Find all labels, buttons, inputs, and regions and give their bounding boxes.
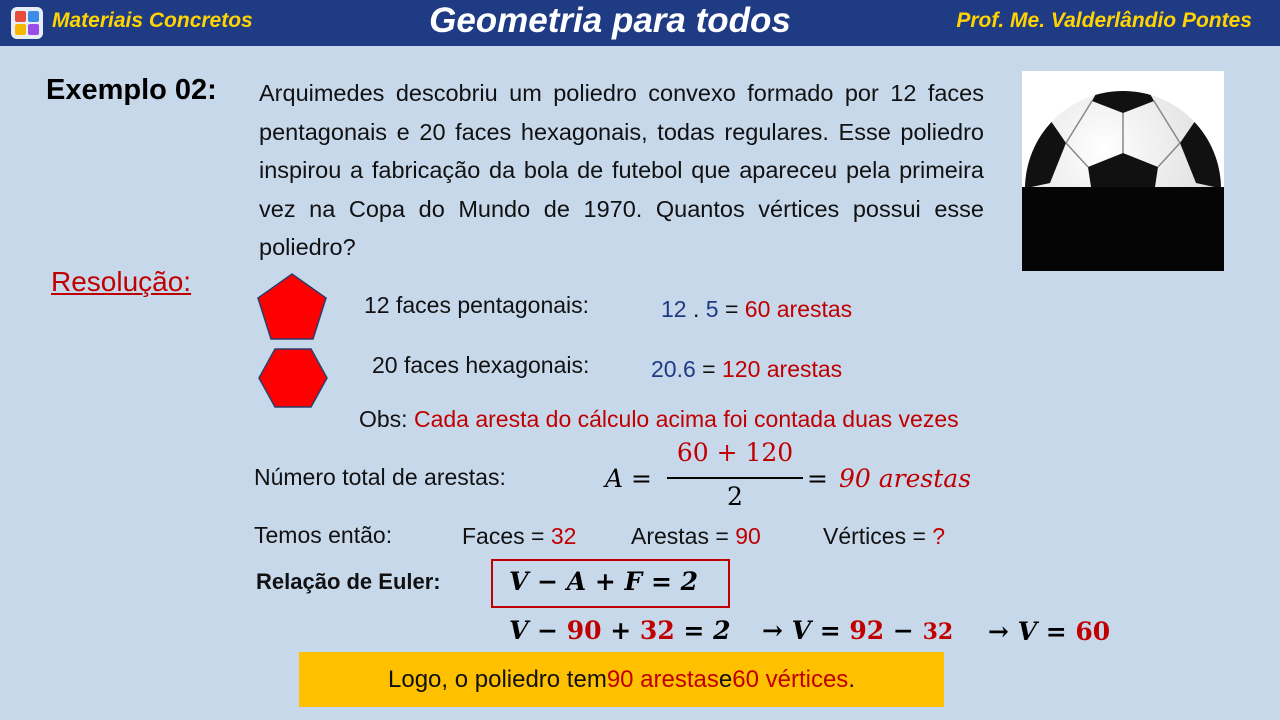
step1-plus: + <box>601 616 640 645</box>
hexagon-shape <box>257 347 329 409</box>
step2-arrow: → V = <box>762 616 850 645</box>
step2-32: 32 <box>922 619 954 645</box>
euler-label: Relação de Euler: <box>256 569 441 594</box>
edges-value: 90 <box>735 523 761 549</box>
pentagonal-count: 12 <box>661 296 687 322</box>
vertices-count <box>823 523 945 550</box>
observation <box>359 406 959 433</box>
header-author: Prof. Me. Valderlândio Pontes <box>956 9 1252 32</box>
faces-label: Faces = <box>462 523 551 549</box>
problem-text: Arquimedes descobriu um poliedro convexo formado por 12 faces pentagonais e 20 faces hexagonais, todas regulares. Esse poliedro inspirou a fabricação da bola de futebol que apareceu pela primeira vez na Copa do Mundo de 1970. Quantos vértices possui esse poliedro? <box>259 80 984 260</box>
pentagonal-result: 60 arestas <box>744 296 853 322</box>
faces-count <box>462 523 576 550</box>
pentagon-shape <box>256 272 328 342</box>
observation-label: Obs: <box>359 406 414 432</box>
vertices-label: Vértices = <box>823 523 933 549</box>
equals-sign: = <box>695 356 722 382</box>
answer-vertices: 60 vértices <box>732 665 849 693</box>
answer-prefix: Logo, o poliedro tem <box>388 665 607 693</box>
euler-substitution <box>509 616 730 645</box>
step2-minus: − <box>884 616 923 645</box>
fraction-bar <box>667 477 803 479</box>
pentagon-sides: 5 <box>705 296 719 322</box>
answer-suffix: . <box>848 665 855 693</box>
page-title: Geometria para todos <box>429 1 791 40</box>
formula-equals: = <box>807 464 828 493</box>
hexagonal-faces-label: 20 faces hexagonais: <box>372 352 590 378</box>
vertices-value: ? <box>932 523 946 549</box>
total-edges-label: Número total de arestas: <box>254 464 506 490</box>
edges-count <box>631 523 761 550</box>
step3-60: 60 <box>1075 617 1111 646</box>
total-edges-formula <box>605 438 995 514</box>
formula-result: 90 arestas <box>839 464 972 493</box>
formula-denominator: 2 <box>727 482 743 511</box>
observation-text: Cada aresta do cálculo acima foi contada duas vezes <box>413 406 959 432</box>
soccer-ball-image <box>1022 71 1224 271</box>
example-label: Exemplo 02: <box>46 74 217 106</box>
equals-sign: = <box>718 296 745 322</box>
resolution-label: Resolução: <box>51 266 192 297</box>
formula-lhs: A = <box>605 464 652 493</box>
pentagonal-faces-label: 12 faces pentagonais: <box>364 292 590 318</box>
step1-v: V − <box>509 616 567 645</box>
pentagonal-calculation <box>661 296 852 323</box>
edges-label: Arestas = <box>631 523 736 549</box>
hexagonal-result: 120 arestas <box>721 356 843 382</box>
formula-numerator: 60 + 120 <box>676 438 794 467</box>
faces-value: 32 <box>550 523 577 549</box>
answer-mid: e <box>718 665 733 693</box>
euler-isolate <box>762 616 953 645</box>
times-dot: . <box>686 296 706 322</box>
temos-label: Temos então: <box>254 522 393 548</box>
step1-equals: = 2 <box>674 616 731 645</box>
answer-edges: 90 arestas <box>606 665 719 693</box>
header-subject: Materiais Concretos <box>52 9 253 32</box>
euler-result <box>988 617 1110 646</box>
hexagonal-product: 20.6 <box>651 356 696 382</box>
euler-formula: V − A + F = 2 <box>509 567 699 596</box>
answer-box <box>299 652 944 707</box>
hexagonal-calculation <box>651 356 842 383</box>
step2-92: 92 <box>849 616 885 645</box>
step3-arrow: → V = <box>988 617 1076 646</box>
step1-edges: 90 <box>566 616 602 645</box>
step1-faces: 32 <box>639 616 675 645</box>
